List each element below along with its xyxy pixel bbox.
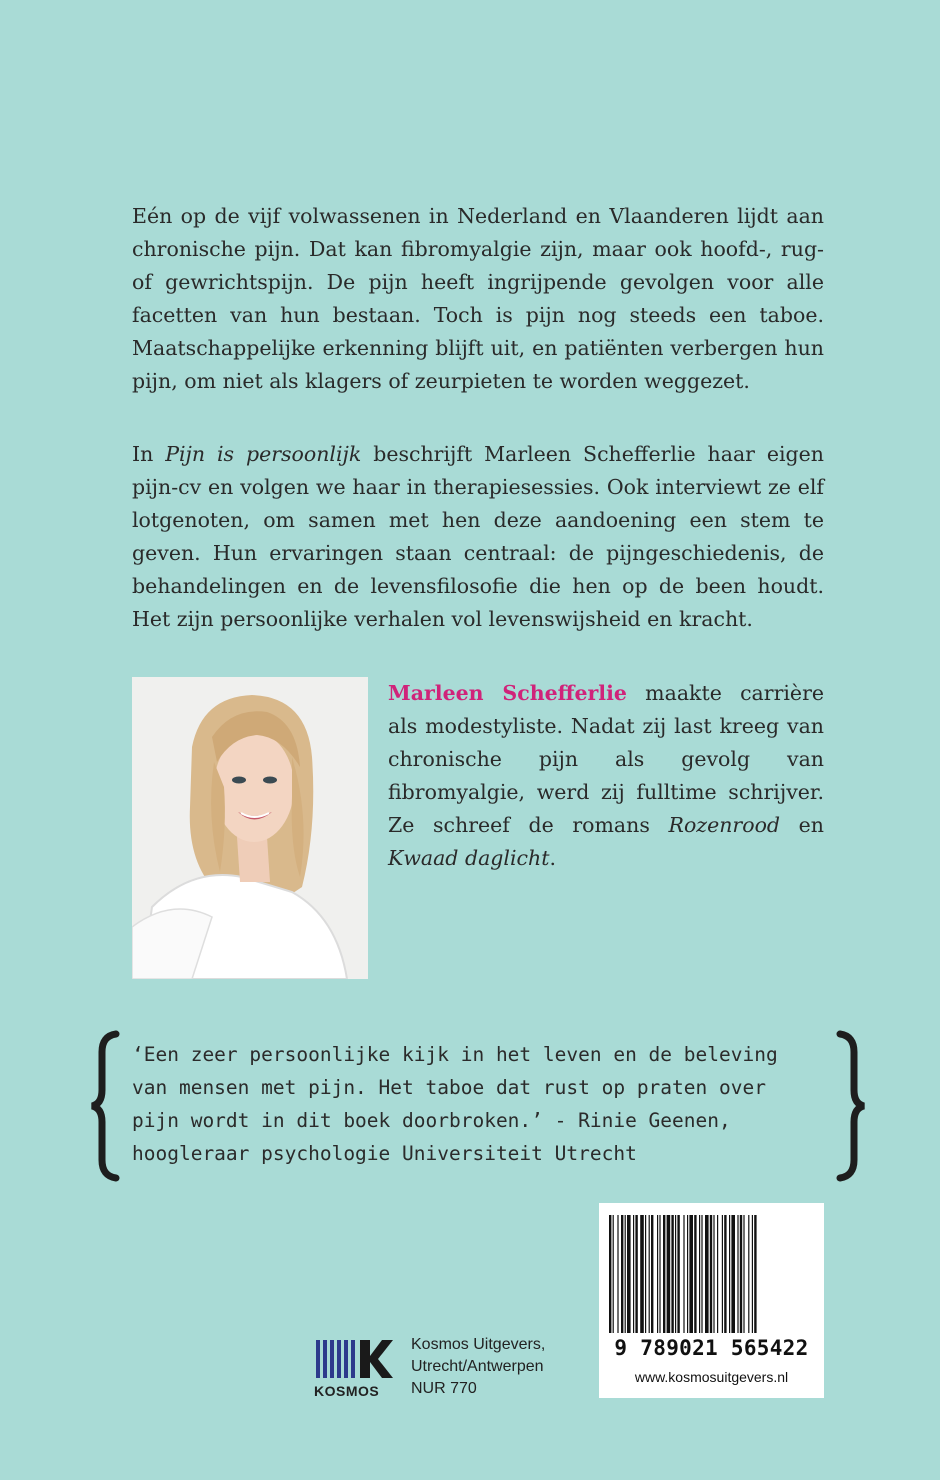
blurb-paragraph-1: Eén op de vijf volwassenen in Nederland en Vlaanderen lijdt aan chronische pijn. Dat kan fibromyalgie zijn, maar ook hoofd-, rug- of gewrichtspijn. De pijn heeft ingrijpende gevolgen voor alle facetten van hun bestaan. Toch is pijn nog steeds een taboe. Maatschappelijke erkenning blijft uit, en patiënten verbergen hun pijn, om niet als klagers of zeurpieten te worden weggezet. — [132, 204, 824, 393]
publisher-name: Kosmos Uitgevers, — [411, 1336, 546, 1353]
left-brace-icon — [88, 1030, 122, 1182]
author-photo — [132, 677, 368, 979]
publisher-website: www.kosmosuitgevers.nl — [634, 1369, 789, 1385]
review-quote: ‘Een zeer persoonlijke kijk in het leven en de beleving van mensen met pijn. Het taboe dat rust op praten over pijn wordt in dit boek doorbroken.’ - Rinie Geenen, hoogleraar psychologie Universiteit Utrecht — [132, 1043, 778, 1165]
bio-text-1: maakte carrière als modestyliste. Nadat zij last kreeg van chronische pijn als gevolg van fibromyalgie, werd zij fulltime schrijver. Ze schreef de romans — [388, 681, 824, 837]
review-quote-block — [88, 1030, 868, 1188]
author-bio — [388, 677, 824, 875]
blurb-paragraph-2 — [132, 438, 824, 636]
logo-wordmark: KOSMOS — [314, 1383, 380, 1399]
isbn-number: 9 789021 565422 — [614, 1336, 809, 1360]
bio-end: . — [549, 846, 556, 870]
right-brace-icon — [834, 1030, 868, 1182]
blurb-prefix: In — [132, 442, 166, 466]
barcode-icon — [609, 1215, 814, 1335]
nur-code: NUR 770 — [411, 1380, 477, 1397]
author-name: Marleen Schefferlie — [388, 681, 627, 705]
bio-and: en — [780, 813, 825, 837]
novel-title-2: Kwaad daglicht — [388, 846, 550, 870]
blurb-rest: beschrijft Marleen Schefferlie haar eigen pijn-cv en volgen we haar in therapiesessies. Ook interviewt ze elf lotgenoten, om samen met hen deze aandoening een stem te geven. Hun ervaringen staan centraal: de pijngeschiedenis, de behandelingen en de levensfilosofie die hen op de been houdt. Het zijn persoonlijke verhalen vol levenswijsheid en kracht. — [132, 442, 824, 631]
publisher-info — [411, 1334, 545, 1400]
novel-title-1: Rozenrood — [668, 813, 781, 837]
publisher-location: Utrecht/Antwerpen — [411, 1358, 544, 1375]
barcode-panel — [599, 1203, 824, 1398]
book-title: Pijn is persoonlijk — [165, 442, 362, 466]
